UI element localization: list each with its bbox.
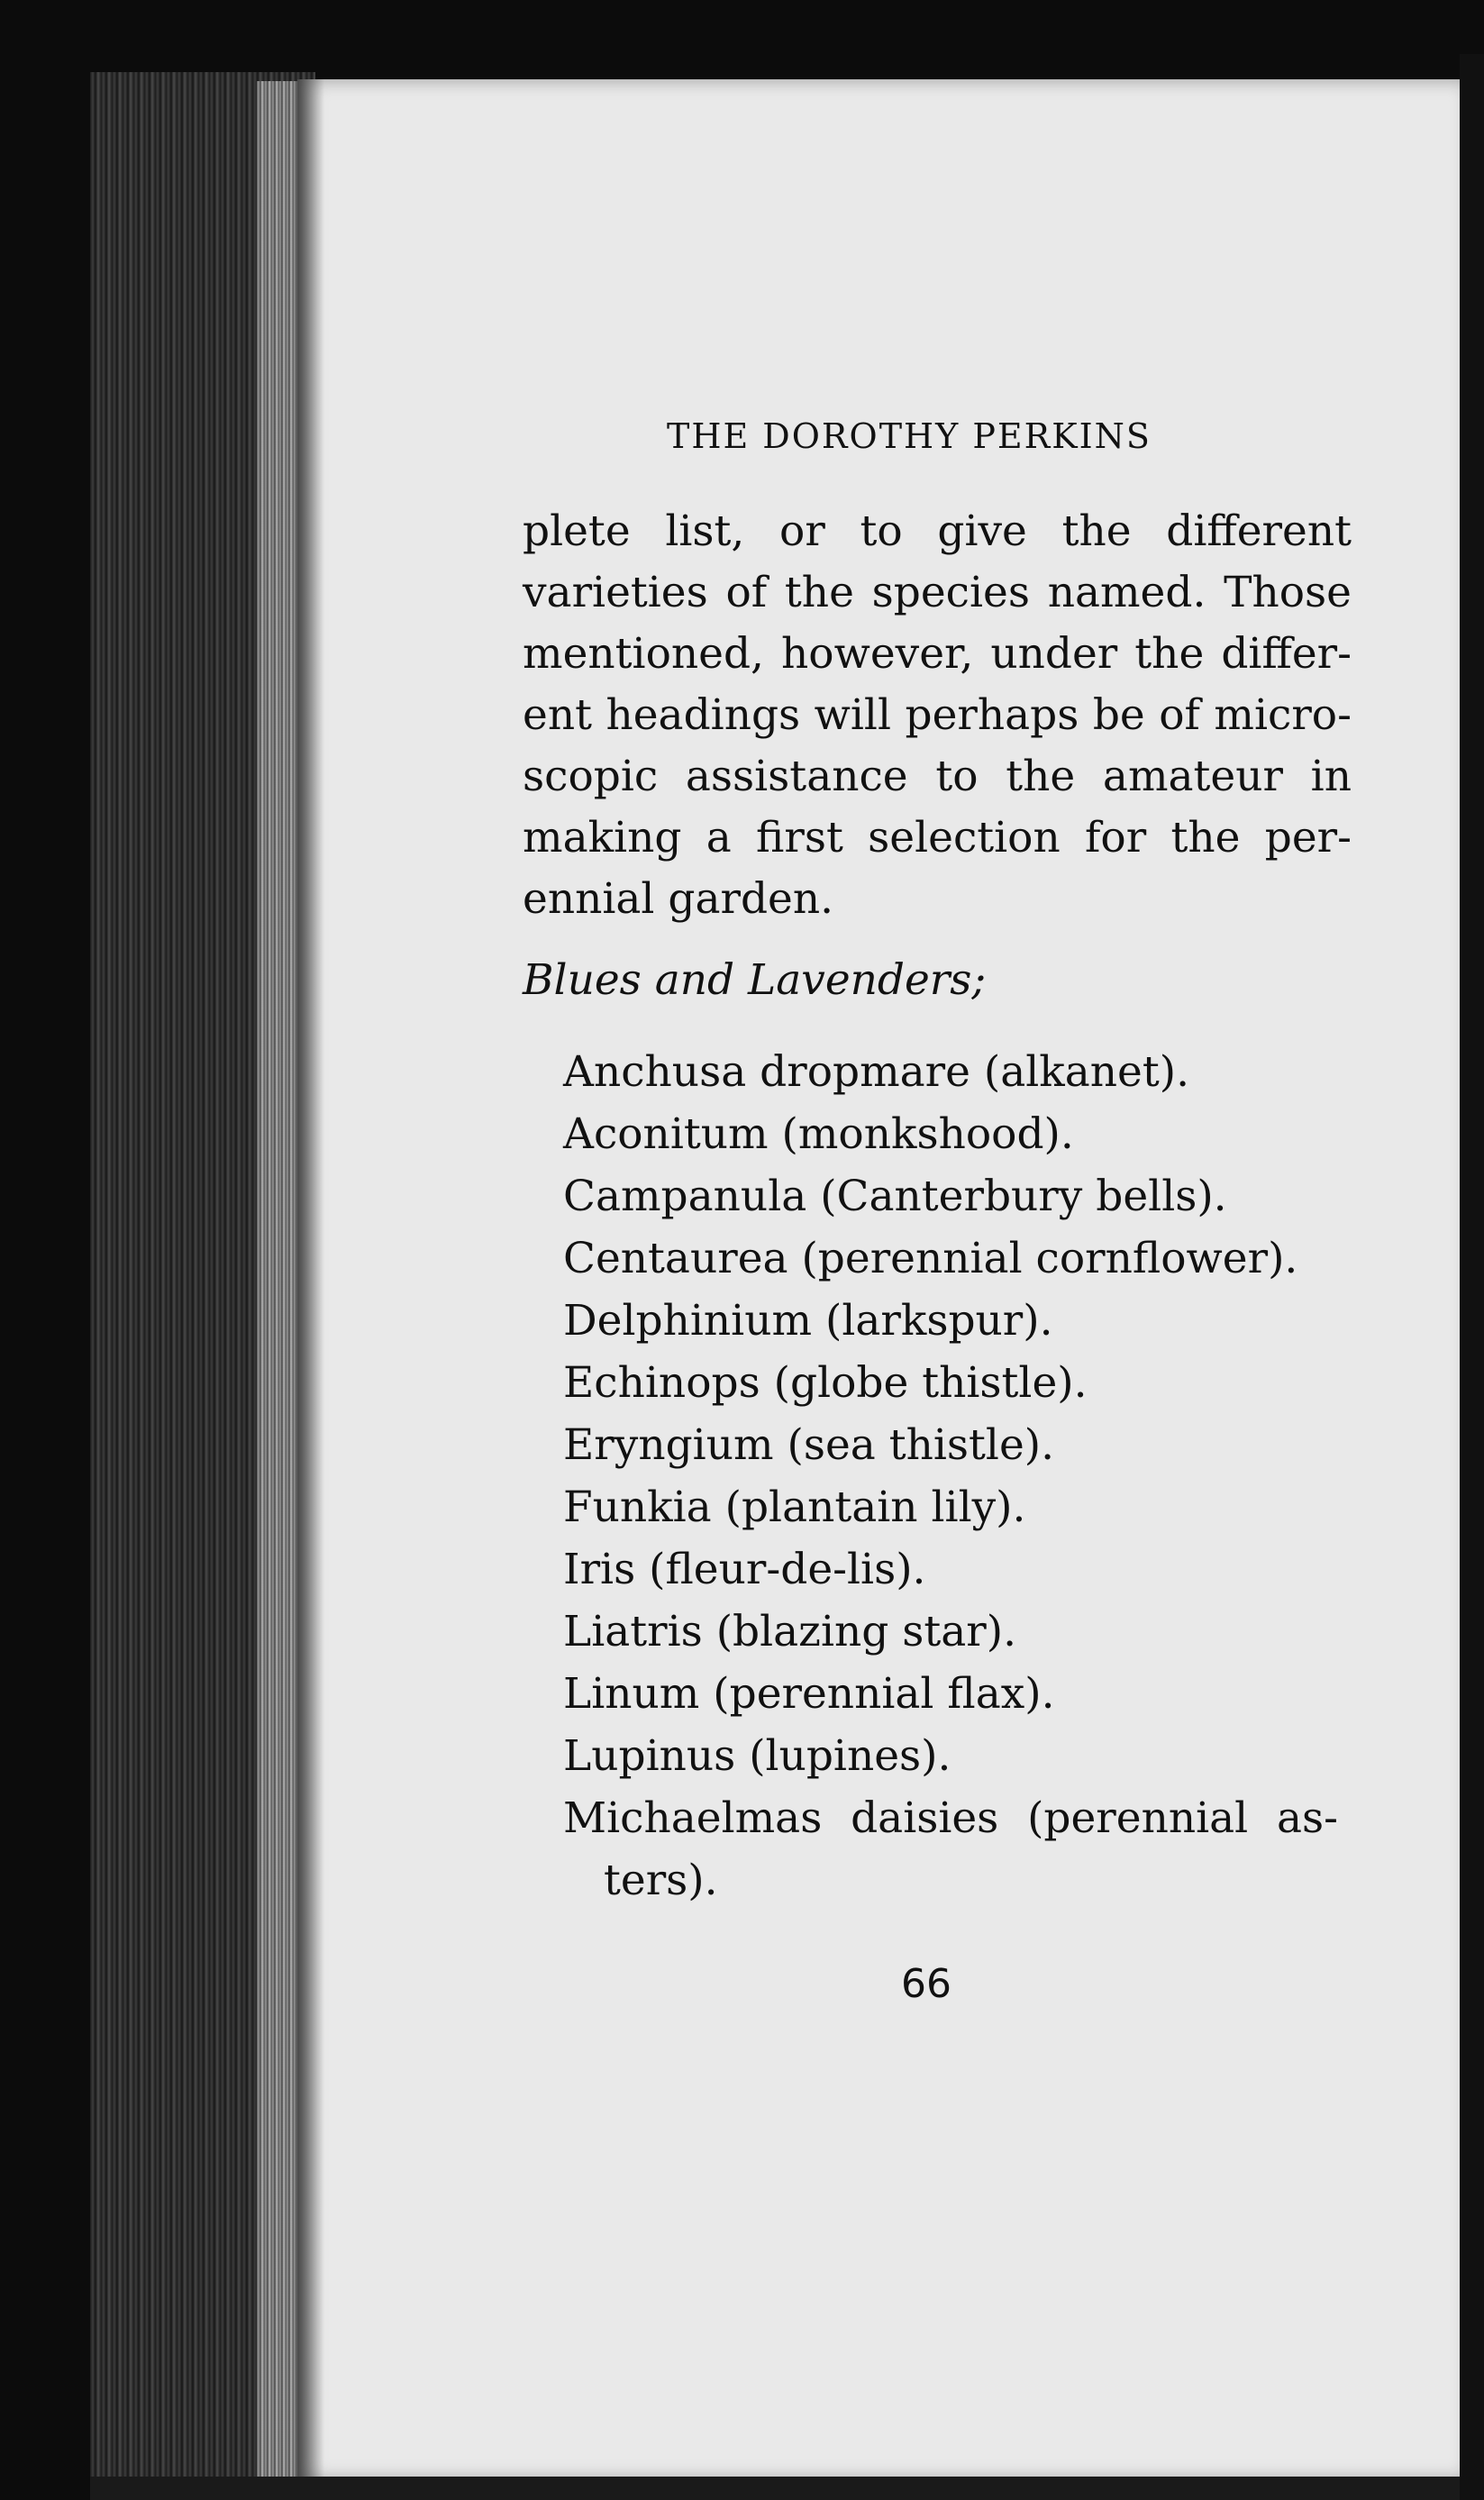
bottom-edge bbox=[90, 2477, 1460, 2500]
list-item: Campanula (Canterbury bells). bbox=[563, 1172, 1227, 1221]
body-paragraph bbox=[523, 501, 1352, 930]
paragraph-line: plete list, or to give the different bbox=[523, 506, 1352, 556]
list-item: Echinops (globe thistle). bbox=[563, 1358, 1088, 1408]
list-item: Anchusa dropmare (alkanet). bbox=[563, 1047, 1190, 1097]
paragraph-line: varieties of the species named. Those bbox=[523, 568, 1352, 617]
paragraph-line: scopic assistance to the amateur in bbox=[523, 752, 1352, 801]
paragraph-line: making a first selection for the per- bbox=[523, 813, 1352, 862]
running-head: THE DOROTHY PERKINS bbox=[667, 416, 1152, 456]
right-margin-dark bbox=[1460, 54, 1484, 2500]
list-item: Delphinium (larkspur). bbox=[563, 1296, 1053, 1346]
list-item: Michaelmas daisies (perennial as- bbox=[563, 1793, 1338, 1843]
list-item: Iris (fleur-de-lis). bbox=[563, 1545, 926, 1594]
paragraph-line: mentioned, however, under the differ- bbox=[523, 629, 1352, 679]
list-item: Liatris (blazing star). bbox=[563, 1607, 1017, 1656]
list-item: Lupinus (lupines). bbox=[563, 1731, 951, 1781]
list-item: Eryngium (sea thistle). bbox=[563, 1420, 1055, 1470]
binding-shadow bbox=[297, 79, 324, 2480]
plant-list bbox=[563, 1041, 1338, 1911]
list-item: Centaurea (perennial cornflower). bbox=[563, 1234, 1298, 1283]
list-item: Aconitum (monkshood). bbox=[563, 1109, 1074, 1159]
section-heading: Blues and Lavenders; bbox=[523, 955, 987, 1005]
list-item: Funkia (plantain lily). bbox=[563, 1483, 1026, 1532]
paragraph-line: ent headings will perhaps be of micro- bbox=[523, 690, 1352, 740]
list-item-continuation: ters). bbox=[604, 1856, 718, 1905]
page-number: 66 bbox=[901, 1961, 951, 2007]
list-item: Linum (perennial flax). bbox=[563, 1669, 1055, 1719]
paragraph-line: ennial garden. bbox=[523, 874, 834, 924]
